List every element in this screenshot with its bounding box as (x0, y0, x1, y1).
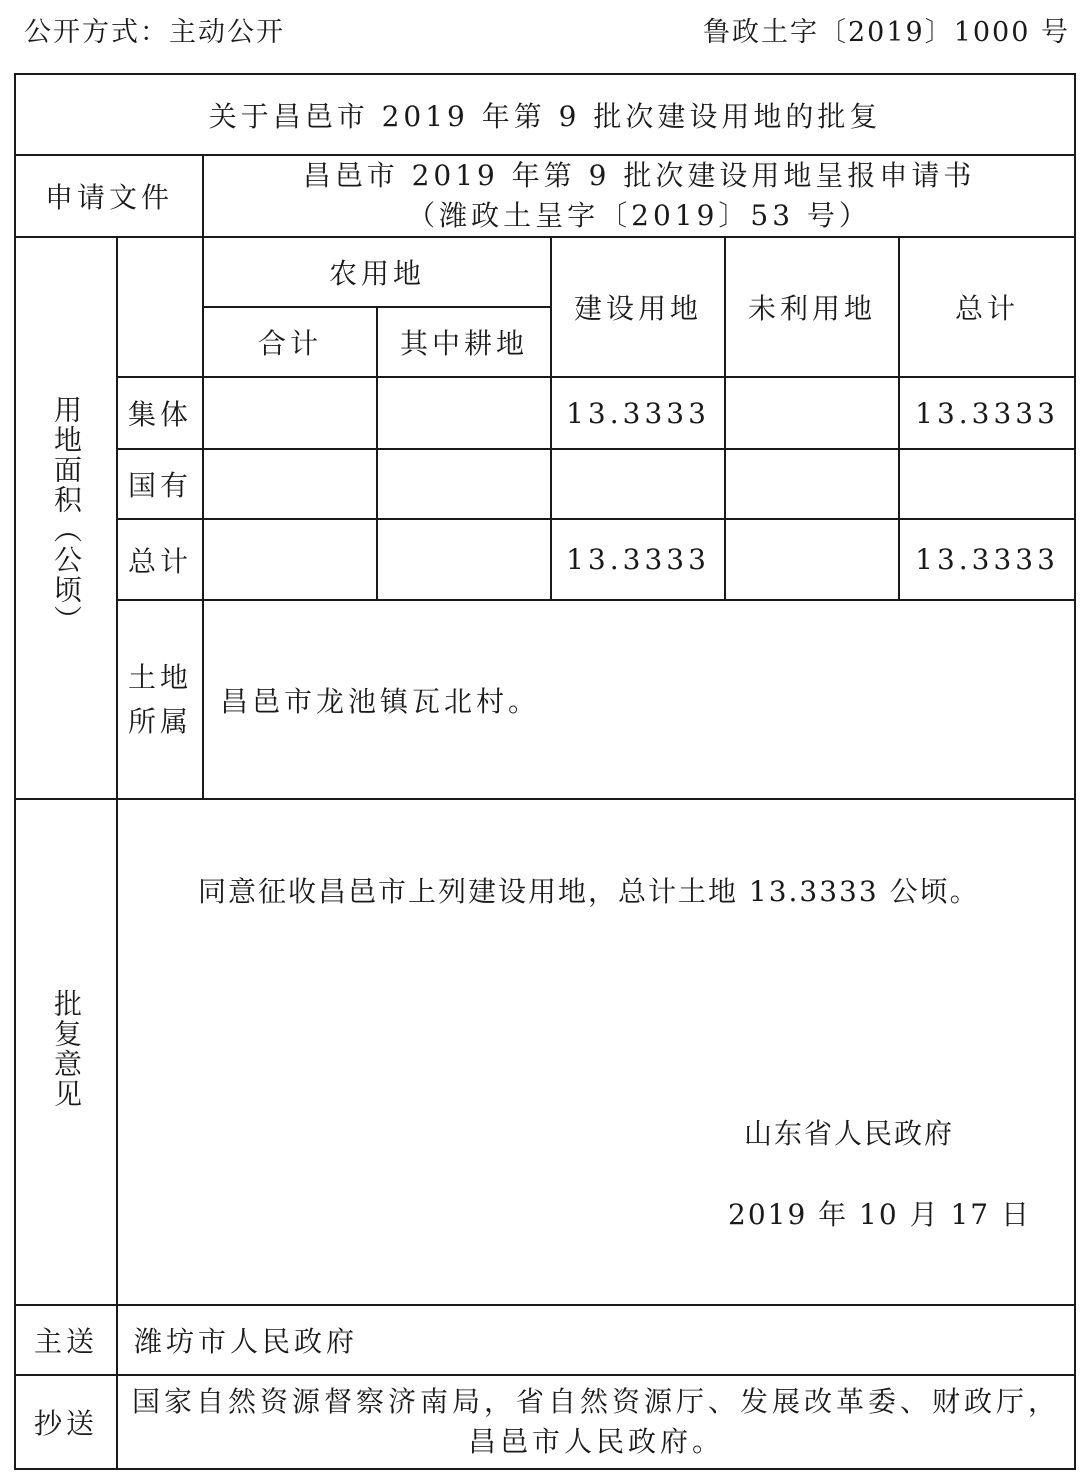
cell-agri-total (203, 449, 377, 519)
opinion-text: 同意征收昌邑市上列建设用地，总计土地 13.3333 公顷。 (198, 875, 980, 908)
cell-construction: 13.3333 (551, 377, 725, 449)
main-to-label: 主送 (15, 1305, 117, 1375)
ownership-value: 昌邑市龙池镇瓦北村。 (203, 600, 1075, 799)
cell-agri-farm (377, 449, 551, 519)
col-header-total: 总计 (899, 237, 1075, 377)
issuing-authority: 山东省人民政府 (744, 1117, 955, 1150)
cell-construction (551, 449, 725, 519)
cell-unused (725, 377, 899, 449)
row-label-total: 总计 (117, 519, 203, 600)
cell-agri-farm (377, 377, 551, 449)
cell-total: 13.3333 (899, 519, 1075, 600)
area-label: 用地面积（公顷） (50, 394, 83, 635)
col-header-construction: 建设用地 (551, 237, 725, 377)
application-title: 昌邑市 2019 年第 9 批次建设用地呈报申请书 (302, 159, 976, 192)
row-label-state: 国有 (117, 449, 203, 519)
table-row (15, 449, 1075, 519)
main-to-value: 潍坊市人民政府 (117, 1305, 1075, 1375)
ownership-label-line2: 所属 (127, 704, 192, 738)
col-header-unused: 未利用地 (725, 237, 899, 377)
approval-form-table (14, 73, 1076, 1470)
application-label: 申请文件 (15, 155, 203, 237)
application-document (203, 155, 1075, 237)
disclosure-method: 公开方式：主动公开 (24, 17, 285, 48)
cell-total: 13.3333 (899, 377, 1075, 449)
table-row (15, 377, 1075, 449)
opinion-content (117, 799, 1075, 1305)
col-header-agri-total: 合计 (203, 307, 377, 377)
cc-value: 国家自然资源督察济南局，省自然资源厅、发展改革委、财政厅，昌邑市人民政府。 (117, 1375, 1075, 1469)
row-label-collective: 集体 (117, 377, 203, 449)
col-header-agri: 农用地 (203, 237, 551, 307)
opinion-label: 批复意见 (50, 988, 83, 1109)
col-header-agri-farm: 其中耕地 (377, 307, 551, 377)
cell-total (899, 449, 1075, 519)
cc-label: 抄送 (15, 1375, 117, 1469)
ownership-label (117, 600, 203, 799)
cell-agri-total (203, 377, 377, 449)
area-label-cell (15, 237, 117, 799)
form-title: 关于昌邑市 2019 年第 9 批次建设用地的批复 (15, 74, 1075, 155)
table-row (15, 519, 1075, 600)
opinion-label-cell (15, 799, 117, 1305)
cell-agri-total (203, 519, 377, 600)
cell-agri-farm (377, 519, 551, 600)
application-number: （潍政土呈字〔2019〕53 号） (407, 199, 871, 232)
document-number: 鲁政土字〔2019〕1000 号 (702, 17, 1070, 48)
corner-empty-cell (117, 237, 203, 377)
cell-construction: 13.3333 (551, 519, 725, 600)
issue-date: 2019 年 10 月 17 日 (728, 1198, 1032, 1231)
cell-unused (725, 449, 899, 519)
ownership-label-line1: 土地 (127, 660, 192, 694)
cell-unused (725, 519, 899, 600)
